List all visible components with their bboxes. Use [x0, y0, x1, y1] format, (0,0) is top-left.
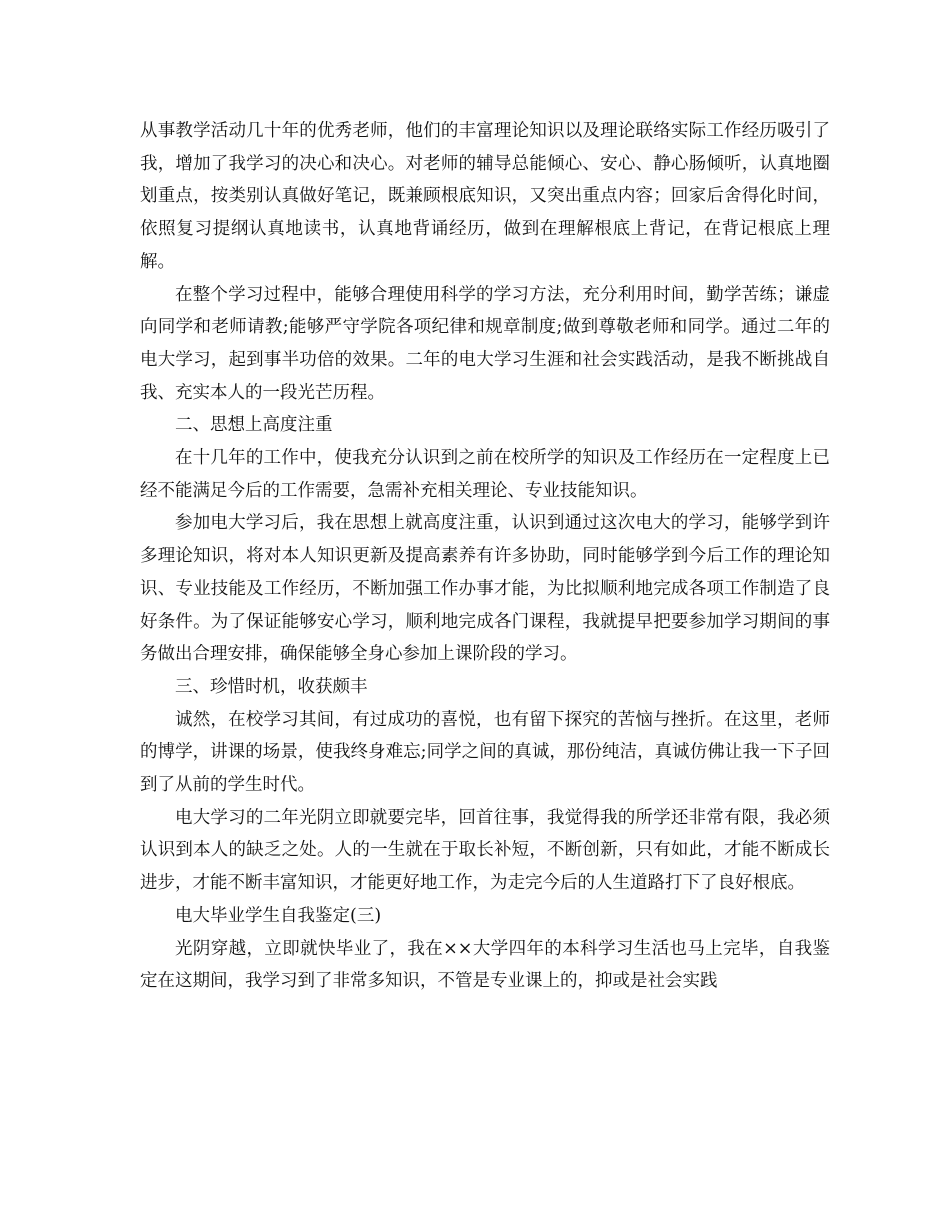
paragraph-1: 从事教学活动几十年的优秀老师，他们的丰富理论知识以及理论联络实际工作经历吸引了我，增加了我学习的决心和决心。对老师的辅导总能倾心、安心、静心肠倾听，认真地圈划重点，按类别认真做好笔记，既兼顾根底知识，又突出重点内容；回家后舍得化时间，依照复习提纲认真地读书，认真地背诵经历，做到在理解根底上背记，在背记根底上理解。 [140, 121, 830, 272]
section-heading-2: 二、思想上高度注重 [175, 415, 333, 436]
paragraph-3: 在十几年的工作中，使我充分认识到之前在校所学的知识及工作经历在一定程度上已经不能满足今后的工作需要，急需补充相关理论、专业技能知识。 [140, 448, 830, 501]
article-title-3: 电大毕业学生自我鉴定(三) [175, 905, 382, 926]
section-heading-3: 三、珍惜时机，收获颇丰 [175, 676, 368, 697]
paragraph-7: 光阴穿越，立即就快毕业了，我在××大学四年的本科学习生活也马上完毕，自我鉴定在这期间，我学习到了非常多知识，不管是专业课上的，抑或是社会实践 [140, 938, 830, 992]
document-body [140, 115, 830, 998]
paragraph-6: 电大学习的二年光阴立即就要完毕，回首往事，我觉得我的所学还非常有限，我必须认识到本人的缺乏之处。人的一生就在于取长补短，不断创新，只有如此，才能不断成长进步，才能不断丰富知识，才能更好地工作，为走完今后的人生道路打下了良好根底。 [140, 807, 830, 894]
paragraph-4: 参加电大学习后，我在思想上就高度注重，认识到通过这次电大的学习，能够学到许多理论知识，将对本人知识更新及提高素养有许多协助，同时能够学到今后工作的理论知识、专业技能及工作经历，不断加强工作办事才能，为比拟顺利地完成各项工作制造了良好条件。为了保证能够安心学习，顺利地完成各门课程，我就提早把要参加学习期间的事务做出合理安排，确保能够全身心参加上课阶段的学习。 [140, 513, 830, 665]
paragraph-2: 在整个学习过程中，能够合理使用科学的学习方法，充分利用时间，勤学苦练；谦虚向同学和老师请教;能够严守学院各项纪律和规章制度;做到尊敬老师和同学。通过二年的电大学习，起到事半功倍的效果。二年的电大学习生涯和社会实践活动，是我不断挑战自我、充实本人的一段光芒历程。 [140, 284, 830, 403]
paragraph-5: 诚然，在校学习其间，有过成功的喜悦，也有留下探究的苦恼与挫折。在这里，老师的博学，讲课的场景，使我终身难忘;同学之间的真诚，那份纯洁，真诚仿佛让我一下子回到了从前的学生时代。 [140, 709, 830, 796]
